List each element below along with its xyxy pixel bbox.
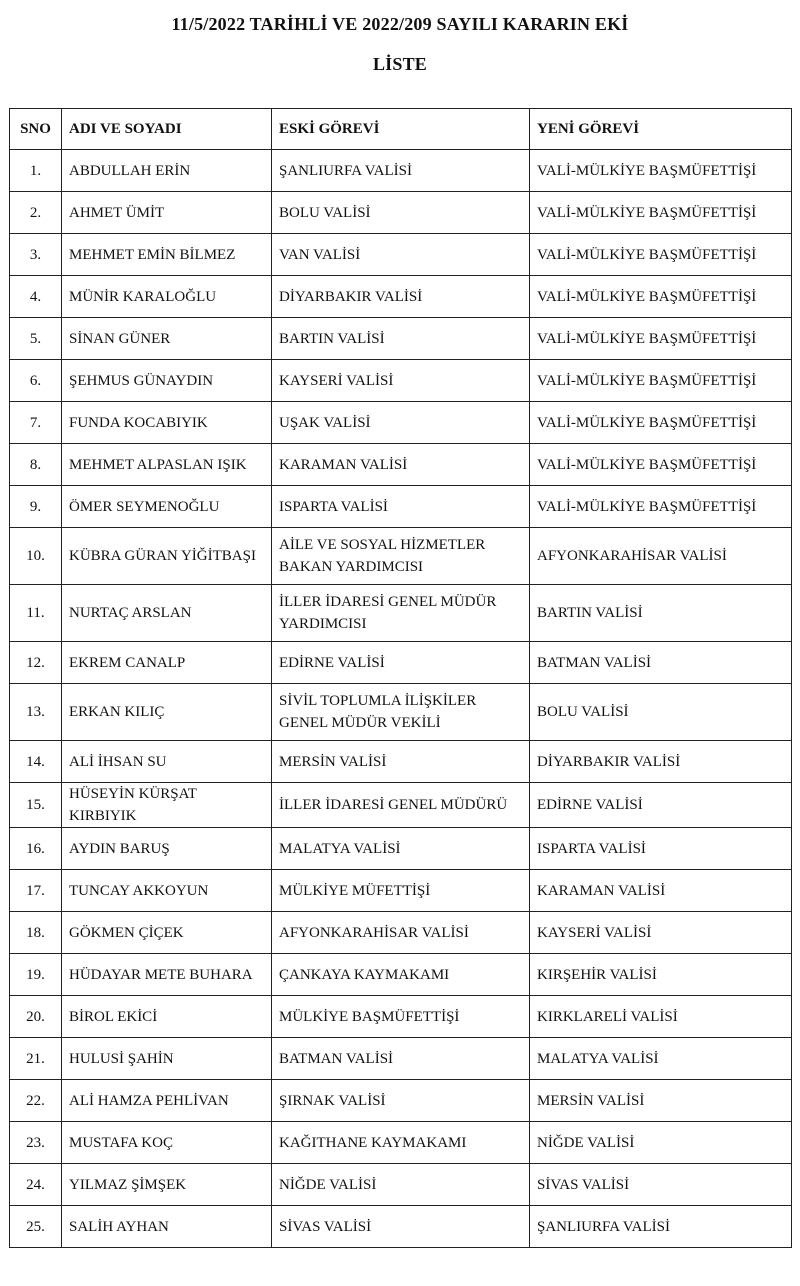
cell-new-duty: KIRŞEHİR VALİSİ [530,954,792,996]
document-title: 11/5/2022 TARİHLİ VE 2022/209 SAYILI KARARIN EKİ [171,14,629,34]
cell-name: MUSTAFA KOÇ [62,1122,272,1164]
cell-name: YILMAZ ŞİMŞEK [62,1164,272,1206]
cell-old-duty: SİVAS VALİSİ [272,1206,530,1248]
column-header-sno: SNO [10,109,62,150]
appointments-table [9,108,792,1248]
cell-name: ÖMER SEYMENOĞLU [62,486,272,528]
cell-old-duty: AFYONKARAHİSAR VALİSİ [272,912,530,954]
cell-new-duty: DİYARBAKIR VALİSİ [530,741,792,783]
table-row [10,1038,792,1080]
cell-name: SİNAN GÜNER [62,318,272,360]
cell-name: SALİH AYHAN [62,1206,272,1248]
table-row [10,642,792,684]
cell-sno: 21. [10,1038,62,1080]
cell-new-duty: KAYSERİ VALİSİ [530,912,792,954]
cell-name: ALİ HAMZA PEHLİVAN [62,1080,272,1122]
cell-new-duty: BATMAN VALİSİ [530,642,792,684]
table-row [10,684,792,741]
cell-name: MEHMET ALPASLAN IŞIK [62,444,272,486]
cell-new-duty: VALİ-MÜLKİYE BAŞMÜFETTİŞİ [530,192,792,234]
cell-name: AHMET ÜMİT [62,192,272,234]
cell-sno: 17. [10,870,62,912]
cell-old-duty: MERSİN VALİSİ [272,741,530,783]
cell-sno: 24. [10,1164,62,1206]
cell-sno: 6. [10,360,62,402]
cell-new-duty: VALİ-MÜLKİYE BAŞMÜFETTİŞİ [530,276,792,318]
cell-new-duty: MERSİN VALİSİ [530,1080,792,1122]
cell-old-duty: ÇANKAYA KAYMAKAMI [272,954,530,996]
table-row [10,996,792,1038]
table-row [10,954,792,996]
cell-old-duty: DİYARBAKIR VALİSİ [272,276,530,318]
cell-old-duty: NİĞDE VALİSİ [272,1164,530,1206]
cell-name: BİROL EKİCİ [62,996,272,1038]
cell-new-duty: VALİ-MÜLKİYE BAŞMÜFETTİŞİ [530,318,792,360]
table-row [10,444,792,486]
cell-sno: 4. [10,276,62,318]
cell-sno: 10. [10,528,62,585]
cell-sno: 3. [10,234,62,276]
table-row [10,192,792,234]
cell-sno: 14. [10,741,62,783]
cell-old-duty: BOLU VALİSİ [272,192,530,234]
cell-old-duty: UŞAK VALİSİ [272,402,530,444]
cell-new-duty: ISPARTA VALİSİ [530,828,792,870]
cell-new-duty: BOLU VALİSİ [530,684,792,741]
cell-old-duty: ŞANLIURFA VALİSİ [272,150,530,192]
table-row [10,360,792,402]
table-row [10,234,792,276]
table-row [10,150,792,192]
cell-old-duty: KARAMAN VALİSİ [272,444,530,486]
cell-name: ŞEHMUS GÜNAYDIN [62,360,272,402]
table-row [10,1164,792,1206]
cell-new-duty: BARTIN VALİSİ [530,585,792,642]
cell-name: TUNCAY AKKOYUN [62,870,272,912]
cell-new-duty: ŞANLIURFA VALİSİ [530,1206,792,1248]
cell-name: HÜSEYİN KÜRŞAT KIRBIYIK [62,783,272,828]
cell-sno: 12. [10,642,62,684]
cell-name: MEHMET EMİN BİLMEZ [62,234,272,276]
cell-new-duty: NİĞDE VALİSİ [530,1122,792,1164]
document-subtitle: LİSTE [372,54,428,74]
cell-new-duty: KARAMAN VALİSİ [530,870,792,912]
cell-sno: 25. [10,1206,62,1248]
cell-name: AYDIN BARUŞ [62,828,272,870]
table-row [10,912,792,954]
cell-name: ERKAN KILIÇ [62,684,272,741]
cell-name: ALİ İHSAN SU [62,741,272,783]
cell-new-duty: VALİ-MÜLKİYE BAŞMÜFETTİŞİ [530,444,792,486]
table-header-row [10,109,792,150]
cell-sno: 16. [10,828,62,870]
table-row [10,1080,792,1122]
cell-old-duty: VAN VALİSİ [272,234,530,276]
cell-name: KÜBRA GÜRAN YİĞİTBAŞI [62,528,272,585]
table-row [10,783,792,828]
table-row [10,486,792,528]
cell-new-duty: AFYONKARAHİSAR VALİSİ [530,528,792,585]
cell-new-duty: SİVAS VALİSİ [530,1164,792,1206]
cell-sno: 1. [10,150,62,192]
table-row [10,828,792,870]
cell-sno: 20. [10,996,62,1038]
table-row [10,741,792,783]
cell-old-duty: BATMAN VALİSİ [272,1038,530,1080]
cell-old-duty: MALATYA VALİSİ [272,828,530,870]
table-row [10,528,792,585]
column-header-old-duty: ESKİ GÖREVİ [272,109,530,150]
cell-old-duty: KAYSERİ VALİSİ [272,360,530,402]
cell-old-duty: SİVİL TOPLUMLA İLİŞKİLER GENEL MÜDÜR VEKİLİ [272,684,530,741]
cell-sno: 13. [10,684,62,741]
table-row [10,1122,792,1164]
table-row [10,276,792,318]
cell-sno: 2. [10,192,62,234]
cell-sno: 15. [10,783,62,828]
cell-name: GÖKMEN ÇİÇEK [62,912,272,954]
cell-name: FUNDA KOCABIYIK [62,402,272,444]
cell-old-duty: EDİRNE VALİSİ [272,642,530,684]
cell-sno: 8. [10,444,62,486]
cell-sno: 23. [10,1122,62,1164]
cell-old-duty: İLLER İDARESİ GENEL MÜDÜR YARDIMCISI [272,585,530,642]
table-row [10,402,792,444]
cell-old-duty: AİLE VE SOSYAL HİZMETLER BAKAN YARDIMCISI [272,528,530,585]
cell-sno: 18. [10,912,62,954]
cell-sno: 11. [10,585,62,642]
cell-old-duty: KAĞITHANE KAYMAKAMI [272,1122,530,1164]
cell-new-duty: KIRKLARELİ VALİSİ [530,996,792,1038]
cell-name: MÜNİR KARALOĞLU [62,276,272,318]
cell-name: HULUSİ ŞAHİN [62,1038,272,1080]
table-row [10,1206,792,1248]
cell-old-duty: ISPARTA VALİSİ [272,486,530,528]
cell-name: EKREM CANALP [62,642,272,684]
cell-new-duty: VALİ-MÜLKİYE BAŞMÜFETTİŞİ [530,486,792,528]
cell-sno: 9. [10,486,62,528]
cell-new-duty: VALİ-MÜLKİYE BAŞMÜFETTİŞİ [530,234,792,276]
cell-name: NURTAÇ ARSLAN [62,585,272,642]
cell-old-duty: BARTIN VALİSİ [272,318,530,360]
cell-old-duty: MÜLKİYE MÜFETTİŞİ [272,870,530,912]
cell-sno: 22. [10,1080,62,1122]
cell-old-duty: İLLER İDARESİ GENEL MÜDÜRÜ [272,783,530,828]
column-header-new-duty: YENİ GÖREVİ [530,109,792,150]
cell-old-duty: ŞIRNAK VALİSİ [272,1080,530,1122]
cell-sno: 19. [10,954,62,996]
cell-sno: 5. [10,318,62,360]
cell-new-duty: EDİRNE VALİSİ [530,783,792,828]
cell-name: ABDULLAH ERİN [62,150,272,192]
cell-name: HÜDAYAR METE BUHARA [62,954,272,996]
cell-new-duty: VALİ-MÜLKİYE BAŞMÜFETTİŞİ [530,360,792,402]
cell-new-duty: VALİ-MÜLKİYE BAŞMÜFETTİŞİ [530,402,792,444]
table-row [10,870,792,912]
cell-new-duty: VALİ-MÜLKİYE BAŞMÜFETTİŞİ [530,150,792,192]
table-row [10,585,792,642]
cell-new-duty: MALATYA VALİSİ [530,1038,792,1080]
table-row [10,318,792,360]
cell-old-duty: MÜLKİYE BAŞMÜFETTİŞİ [272,996,530,1038]
table-body [10,150,792,1248]
column-header-name: ADI VE SOYADI [62,109,272,150]
cell-sno: 7. [10,402,62,444]
